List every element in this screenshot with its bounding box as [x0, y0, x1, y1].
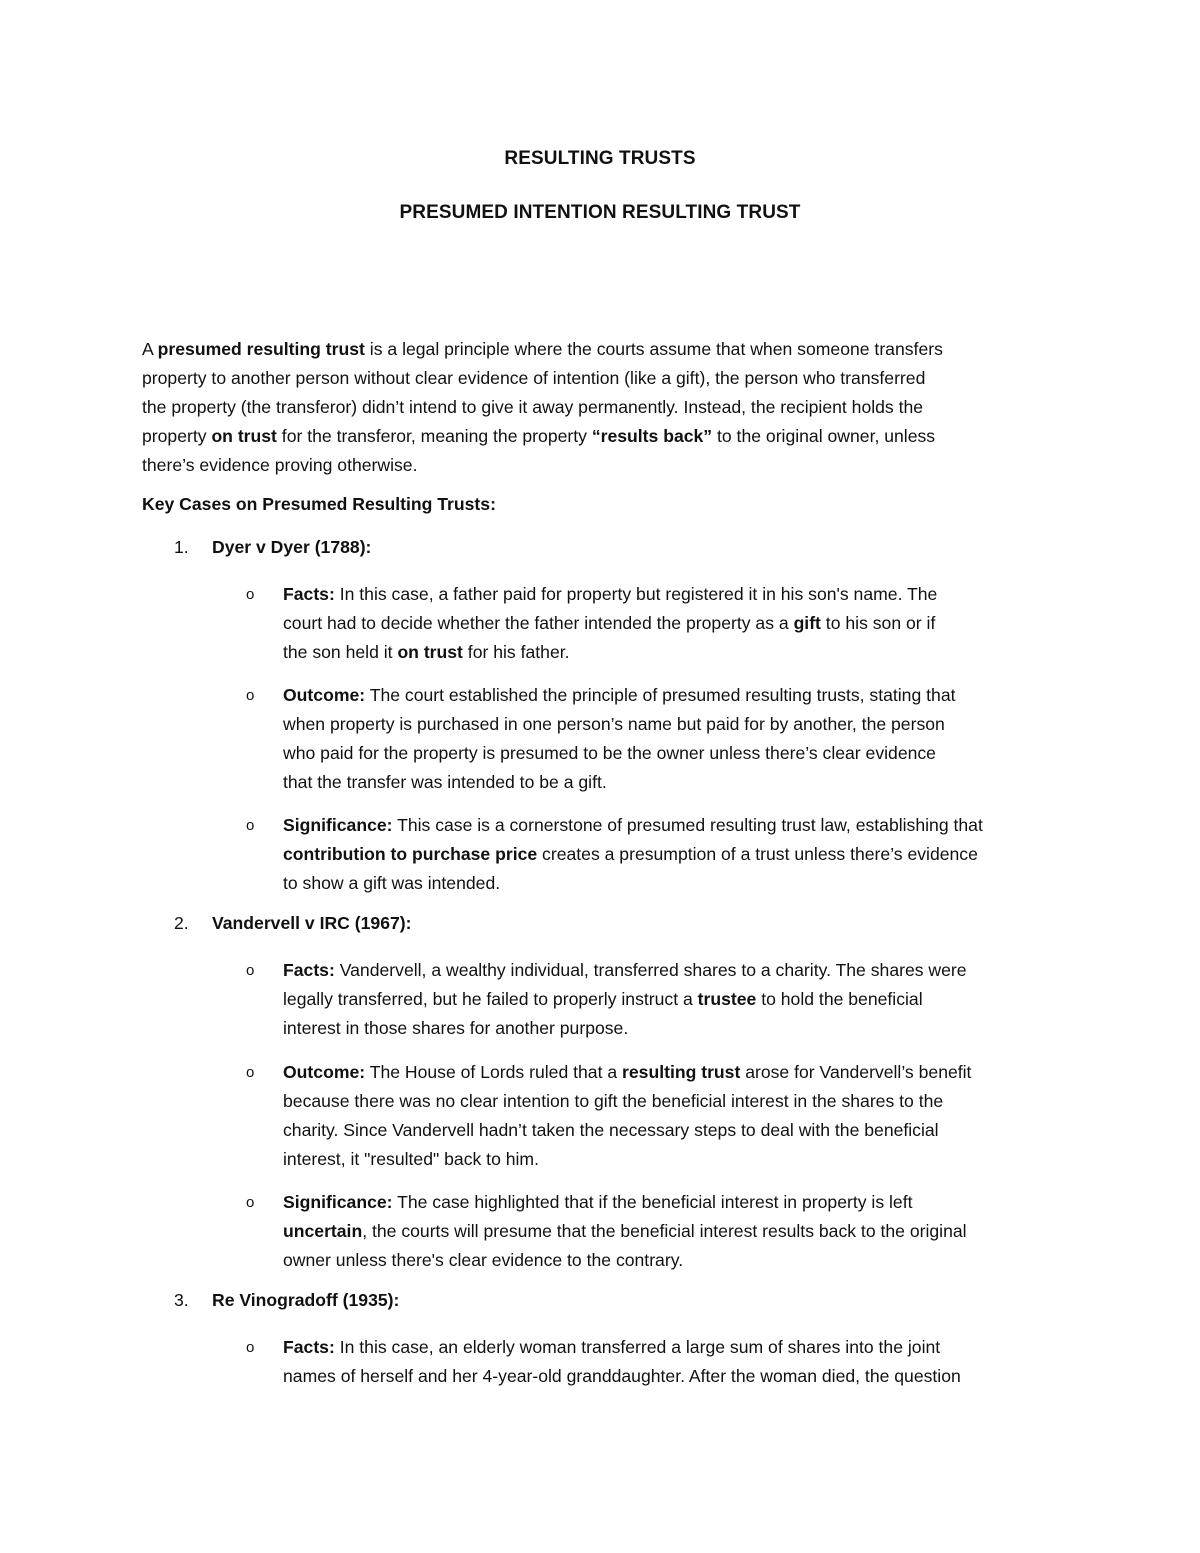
- case-number: 3.: [174, 1290, 189, 1310]
- significance-label: Significance:: [283, 1192, 393, 1212]
- case-heading: [174, 1290, 399, 1311]
- case-name: Dyer v Dyer (1788):: [212, 537, 372, 557]
- bullet-icon: o: [246, 1194, 255, 1211]
- intro-line: the property (the transferor) didn’t intend to give it away permanently. Instead, the recipient holds the: [142, 397, 924, 417]
- bullet-icon: o: [246, 1064, 255, 1081]
- bullet-icon: o: [246, 962, 255, 979]
- case-number: 1.: [174, 537, 189, 557]
- facts-label: Facts:: [283, 960, 335, 980]
- bullet-icon: o: [246, 586, 255, 603]
- case-heading: [174, 537, 371, 558]
- bullet-icon: o: [246, 817, 255, 834]
- significance-label: Significance:: [283, 815, 393, 835]
- intro-line: A presumed resulting trust is a legal principle where the courts assume that when someone transfers: [142, 339, 943, 359]
- term-results-back: “results back”: [591, 426, 713, 446]
- outcome-label: Outcome:: [283, 1062, 366, 1082]
- case-heading: [174, 913, 411, 934]
- term-on-trust: on trust: [211, 426, 277, 446]
- bullet-icon: o: [246, 687, 255, 704]
- intro-line: there’s evidence proving otherwise.: [142, 455, 418, 475]
- intro-line: property to another person without clear evidence of intention (like a gift), the person who transferred: [142, 368, 926, 388]
- term-presumed-resulting-trust: presumed resulting trust: [157, 339, 365, 359]
- case-number: 2.: [174, 913, 189, 933]
- facts-label: Facts:: [283, 584, 335, 604]
- document-title: RESULTING TRUSTS: [504, 148, 696, 169]
- outcome-label: Outcome:: [283, 685, 366, 705]
- intro-line: property on trust for the transferor, meaning the property “results back” to the original owner, unless: [142, 426, 936, 446]
- bullet-icon: o: [246, 1339, 255, 1356]
- key-cases-heading: Key Cases on Presumed Resulting Trusts:: [142, 494, 496, 514]
- case-name: Vandervell v IRC (1967):: [212, 913, 412, 933]
- facts-label: Facts:: [283, 1337, 335, 1357]
- case-name: Re Vinogradoff (1935):: [212, 1290, 400, 1310]
- document-page: RESULTING TRUSTS PRESUMED INTENTION RESULTING TRUST A presumed resulting trust is a legal principle where the courts assume that when someone transfers property to another person without clear evidence of intention (like a gift), the person who transferred the property (the transferor) didn’t intend to give it away permanently. Instead, the recipient holds the property on trust for the transferor, meaning the property “results back” to the original owner, unless there’s evidence proving otherwise. Key Cases on Presumed Resulting Trusts: 1. Dyer v Dyer (1788): o Facts: In this case, a father paid for property but registered it in his son's name. The court had to decide whether the father intended the property as a gift to his son or if the son held it on trust for his father. o Outcome: The court established the principle of presumed resulting trusts, stating that when property is purchased in one person’s name but paid for by another, the person who paid for the property is presumed to be the owner unless there’s clear evidence that the transfer was intended to be a gift. o Significance: This case is a cornerstone of presumed resulting trust law, establishing that contribution to purchase price creates a presumption of a trust unless there’s evidence to show a gift was intended. 2. Vandervell v IRC (1967): o Facts: Vandervell, a wealthy individual, transferred shares to a charity. The shares were legally transferred, but he failed to properly instruct a trustee to hold the beneficial interest in those shares for another purpose. o Outcome: The House of Lords ruled that a resulting trust arose for Vandervell’s benefit because there was no clear intention to gift the beneficial interest in the shares to the charity. Since Vandervell hadn’t taken the necessary steps to deal with the beneficial interest, it "resulted" back to him. o Significance: The case highlighted that if the beneficial interest in property is left uncertain, the courts will presume that the beneficial interest results back to the original owner unless there's clear evidence to the contrary. 3. Re Vinogradoff (1935): o Facts: In this case, an elderly woman transferred a large sum of shares into the joint names of herself and her 4-year-old granddaughter. After the woman died, the question: [0, 0, 1200, 1553]
- intro-paragraph: [142, 335, 1062, 480]
- document-subtitle: PRESUMED INTENTION RESULTING TRUST: [399, 202, 801, 223]
